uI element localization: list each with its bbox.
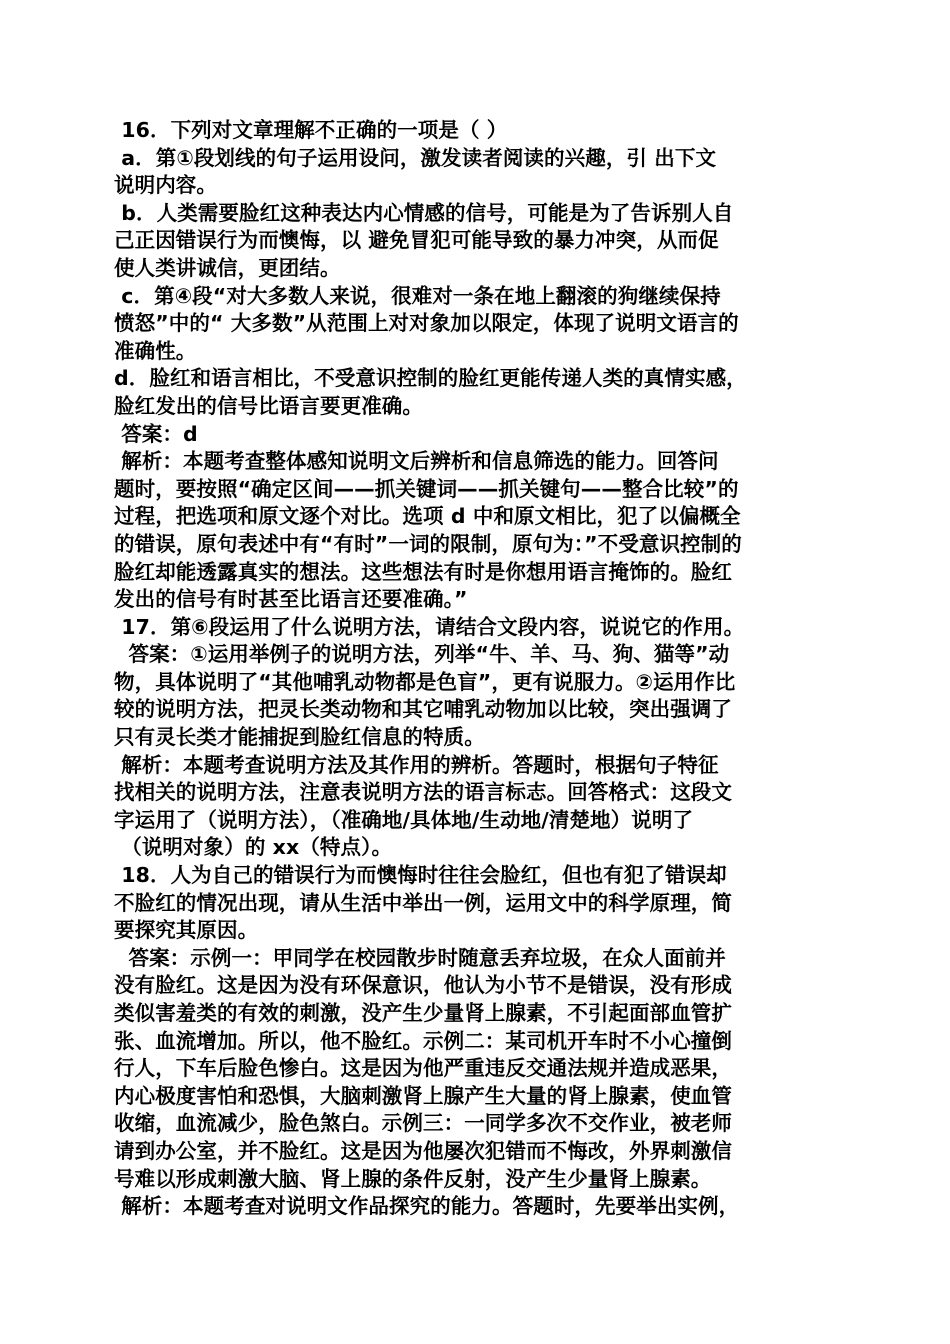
q16-option-b-cont: 己正因错误行为而懊悔，以 避免冒犯可能导致的暴力冲突，从而促 bbox=[114, 228, 719, 253]
q16-option-b: b．人类需要脸红这种表达内心情感的信号，可能是为了告诉别人自 bbox=[114, 200, 734, 225]
q17-answer-cont: 较的说明方法，把灵长类动物和其它哺乳动物加以比较，突出强调了 bbox=[114, 697, 732, 722]
q17-answer: 答案：①运用举例子的说明方法，列举“牛、羊、马、狗、猫等”动 bbox=[114, 642, 730, 667]
q16-option-c: c．第④段“对大多数人来说，很难对一条在地上翻滚的狗继续保持 bbox=[114, 283, 721, 308]
q18-answer-cont: 没有脸红。这是因为没有环保意识，他认为小节不是错误，没有形成 bbox=[114, 973, 732, 998]
q16-option-c-cont: 准确性。 bbox=[114, 338, 197, 363]
q16-analysis-cont: 的错误，原句表述中有“有时”一词的限制，原句为：”不受意识控制的 bbox=[114, 531, 742, 556]
q18-question: 18．人为自己的错误行为而懊悔时往往会脸红，但也有犯了错误却 bbox=[114, 863, 727, 888]
q17-analysis: 解析：本题考查说明方法及其作用的辨析。答题时，根据句子特征 bbox=[114, 752, 719, 777]
q18-answer-cont: 行人，下车后脸色惨白。这是因为他严重违反交通法规并造成恶果， bbox=[114, 1056, 732, 1081]
q16-option-a-cont: 说明内容。 bbox=[114, 173, 217, 198]
q16-answer: 答案：d bbox=[114, 421, 198, 446]
q18-answer-cont: 内心极度害怕和恐惧，大脑刺激肾上腺产生大量的肾上腺素，使血管 bbox=[114, 1083, 732, 1108]
q18-question-cont: 要探究其原因。 bbox=[114, 918, 259, 943]
q16-option-c-cont: 愤怒”中的“ 大多数”从范围上对对象加以限定，体现了说明文语言的 bbox=[114, 311, 739, 336]
q16-analysis-cont: 发出的信号有时甚至比语言还要准确。” bbox=[114, 587, 468, 612]
q16-option-d: d．脸红和语言相比，不受意识控制的脸红更能传递人类的真情实感， bbox=[114, 366, 747, 391]
q16-option-a: a．第①段划线的句子运用设问，激发读者阅读的兴趣，引 出下文 bbox=[114, 145, 717, 170]
q17-answer-cont: 只有灵长类才能捕捉到脸红信息的特质。 bbox=[114, 725, 485, 750]
q16-option-d-cont: 脸红发出的信号比语言要更准确。 bbox=[114, 393, 423, 418]
document-page bbox=[114, 117, 838, 1221]
q17-analysis-cont: 字运用了（说明方法），（准确地/具体地/生动地/清楚地）说明了 bbox=[114, 807, 694, 832]
q18-question-cont: 不脸红的情况出现，请从生活中举出一例，运用文中的科学原理，简 bbox=[114, 890, 732, 915]
q16-analysis-cont: 题时，要按照“确定区间——抓关键词——抓关键句——整合比较”的 bbox=[114, 476, 739, 501]
q17-question: 17．第⑥段运用了什么说明方法，请结合文段内容，说说它的作用。 bbox=[114, 614, 745, 639]
q16-question: 16．下列对文章理解不正确的一项是（ ） bbox=[114, 118, 508, 142]
q17-answer-cont: 物，具体说明了“其他哺乳动物都是色盲”，更有说服力。②运用作比 bbox=[114, 669, 736, 694]
q16-analysis: 解析：本题考查整体感知说明文后辨析和信息筛选的能力。回答问 bbox=[114, 449, 719, 474]
q18-answer-cont: 张、血流增加。所以，他不脸红。示例二：某司机开车时不小心撞倒 bbox=[114, 1028, 732, 1053]
q17-analysis-cont: （说明对象）的 xx（特点）。 bbox=[114, 835, 393, 860]
q16-option-b-cont: 使人类讲诚信，更团结。 bbox=[114, 255, 341, 280]
q16-analysis-cont: 过程，把选项和原文逐个对比。选项 d 中和原文相比，犯了以偏概全 bbox=[114, 504, 741, 529]
q16-analysis-cont: 脸红却能透露真实的想法。这些想法有时是你想用语言掩饰的。脸红 bbox=[114, 559, 732, 584]
q18-analysis: 解析：本题考查对说明文作品探究的能力。答题时，先要举出实例， bbox=[114, 1194, 740, 1219]
q18-answer-cont: 类似害羞类的有效的刺激，没产生少量肾上腺素，不引起面部血管扩 bbox=[114, 1001, 732, 1025]
q18-answer-cont: 请到办公室，并不脸红。这是因为他屡次犯错而不悔改，外界刺激信 bbox=[114, 1138, 732, 1163]
q17-analysis-cont: 找相关的说明方法，注意表说明方法的语言标志。回答格式：这段文 bbox=[114, 780, 732, 805]
q18-answer-cont: 收缩，血流减少，脸色煞白。示例三：一同学多次不交作业，被老师 bbox=[114, 1111, 732, 1136]
q18-answer-cont: 号难以形成刺激大脑、肾上腺的条件反射，没产生少量肾上腺素。 bbox=[114, 1166, 712, 1191]
q18-answer: 答案：示例一：甲同学在校园散步时随意丢弃垃圾，在众人面前并 bbox=[114, 945, 726, 970]
